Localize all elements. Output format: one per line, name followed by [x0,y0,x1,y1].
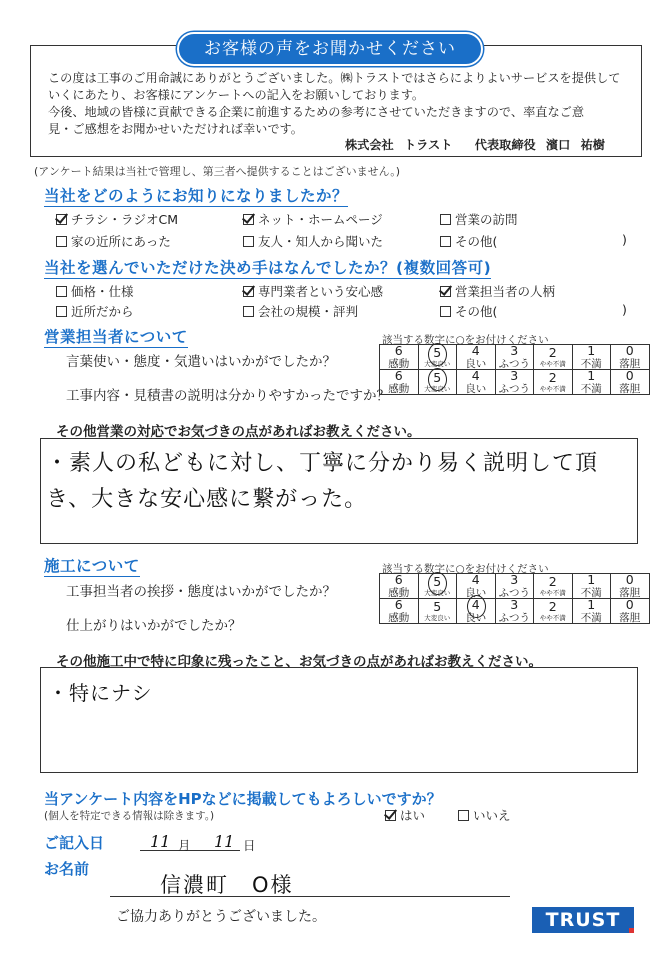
rating-row [380,345,650,370]
paren-close: ) [622,302,627,317]
rating-cell[interactable]: 3 ふつう [495,345,534,370]
reason-option-specialist[interactable]: 専門業者という安心感 [243,282,383,300]
checkbox[interactable] [56,214,67,225]
privacy-notice: (アンケート結果は当社で管理し、第三者へ提供することはございません。) [34,165,401,178]
rating-cell[interactable]: 2 やや不満 [534,599,573,624]
rating-cell[interactable]: 6 感動 [380,574,419,599]
trust-logo: TRUST [532,907,634,933]
hp-no-option[interactable]: いいえ [458,806,511,824]
rating-cell[interactable]: 5 大変良い [418,574,457,599]
rating-cell[interactable]: 1 不満 [572,574,611,599]
rating-cell[interactable]: 0 落胆 [611,599,650,624]
hp-yes-option[interactable]: はい [385,806,425,824]
intro-line: いくにあたり、お客様にアンケートへの記入をお願いしております。 [48,88,425,102]
reason-option-reputation[interactable]: 会社の規模・評判 [243,302,358,320]
rating-cell[interactable]: 4 良い [457,574,496,599]
sales-question-2: 工事内容・見積書の説明は分かりやすかったですか？ [66,388,390,404]
checkbox[interactable] [243,306,254,317]
selected-rating: 4 [471,597,480,612]
checkbox[interactable] [440,236,451,247]
rating-cell[interactable]: 2 やや不満 [534,345,573,370]
source-option-internet[interactable]: ネット・ホームページ [243,210,383,228]
rating-cell[interactable]: 6 感動 [380,370,419,395]
checkbox[interactable] [243,286,254,297]
rating-cell[interactable]: 3 ふつう [495,599,534,624]
rating-row [380,599,650,624]
source-option-flyer[interactable]: チラシ・ラジオCM [56,210,178,228]
rating-cell[interactable]: 1 不満 [572,345,611,370]
rating-row [380,370,650,395]
selected-rating: 5 [433,345,442,360]
rating-cell[interactable]: 4 良い [457,599,496,624]
sales-comment-text: ・素人の私どもに対し、丁寧に分かり易く説明して頂き、大きな安心感に繋がった。 [46,451,599,512]
checkbox[interactable] [243,214,254,225]
rating-cell[interactable]: 6 感動 [380,345,419,370]
rating-caption: 該当する数字に○をお付けください [382,334,549,346]
rating-cell[interactable]: 5 大変良い [418,370,457,395]
intro-line: 今後、地域の皆様に貢献できる企業に前進するための参考にさせていただきますので、率直なご意 [48,105,585,119]
name-value[interactable]: 信濃町 O様 [160,873,294,897]
intro-line: この度は工事のご用命誠にありがとうございました。㈱トラストではさらによりよいサービスを提供して [48,71,621,85]
rating-cell[interactable]: 4 良い [457,370,496,395]
checkbox[interactable] [385,810,396,821]
source-heading: 当社をどのようにお知りになりましたか？ [44,184,348,207]
rating-cell[interactable]: 5 大変良い [418,345,457,370]
rating-caption: 該当する数字に○をお付けください [382,563,549,575]
rating-cell[interactable]: 0 落胆 [611,574,650,599]
reason-option-other[interactable]: その他( [440,302,497,320]
checkbox[interactable] [56,306,67,317]
rating-cell[interactable]: 6 感動 [380,599,419,624]
rating-cell[interactable]: 1 不満 [572,370,611,395]
checkbox[interactable] [458,810,469,821]
logo-accent [629,928,634,933]
thanks-message: ご協力ありがとうございました。 [116,909,326,925]
reason-option-price[interactable]: 価格・仕様 [56,282,134,300]
construction-comment-text: ・特にナシ [48,681,153,705]
paren-close: ) [622,232,627,247]
construction-question-2: 仕上がりはいかがでしたか？ [66,618,242,634]
checkbox[interactable] [440,286,451,297]
rating-cell[interactable]: 2 やや不満 [534,370,573,395]
source-option-visit[interactable]: 営業の訪問 [440,210,518,228]
rating-cell[interactable]: 5 大変良い [418,599,457,624]
day-unit: 日 [243,838,256,853]
reason-option-nearby[interactable]: 近所だから [56,302,134,320]
intro-line: 見・ご感想をお聞かせいただければ幸いです。 [48,122,303,136]
rating-cell[interactable]: 0 落胆 [611,345,650,370]
selected-rating: 5 [433,574,442,589]
date-month-value[interactable]: 11 [150,832,171,851]
rating-row [380,574,650,599]
date-day-value[interactable]: 11 [214,832,235,851]
checkbox[interactable] [56,236,67,247]
reason-option-staff[interactable]: 営業担当者の人柄 [440,282,555,300]
month-unit: 月 [178,838,191,853]
checkbox[interactable] [440,306,451,317]
company-signature: 株式会社 トラスト 代表取締役 濱口 祐樹 [345,138,605,152]
construction-rating-table [379,573,650,624]
hp-publish-question: 当アンケート内容をHPなどに掲載してもよろしいですか？ [44,790,442,808]
construction-heading: 施工について [44,554,140,577]
checkbox[interactable] [243,236,254,247]
date-label: ご記入日 [44,834,105,852]
selected-rating: 5 [433,370,442,385]
sales-rating-table [379,344,650,395]
reason-heading: 当社を選んでいただけた決め手はなんでしたか？(複数回答可) [44,256,491,279]
survey-title: お客様の声をお聞かせください [177,32,483,66]
construction-question-1: 工事担当者の挨拶・態度はいかがでしたか？ [66,584,336,600]
source-option-nearby[interactable]: 家の近所にあった [56,232,171,250]
intro-text [48,70,628,138]
sales-comment-prompt: その他営業の対応でお気づきの点があればお教えください。 [56,424,421,440]
source-option-other[interactable]: その他( [440,232,497,250]
rating-cell[interactable]: 3 ふつう [495,574,534,599]
rating-cell[interactable]: 2 やや不満 [534,574,573,599]
rating-cell[interactable]: 0 落胆 [611,370,650,395]
checkbox[interactable] [56,286,67,297]
checkbox[interactable] [440,214,451,225]
rating-cell[interactable]: 4 良い [457,345,496,370]
rating-cell[interactable]: 1 不満 [572,599,611,624]
hp-publish-note: (個人を特定できる情報は除きます。) [44,810,215,822]
name-label: お名前 [44,860,90,878]
sales-heading: 営業担当者について [44,325,188,348]
sales-question-1: 言葉使い・態度・気遣いはいかがでしたか？ [66,354,336,370]
construction-comment-prompt: その他施工中で特に印象に残ったこと、お気づきの点があればお教えください。 [56,654,542,670]
source-option-friend[interactable]: 友人・知人から聞いた [243,232,383,250]
rating-cell[interactable]: 3 ふつう [495,370,534,395]
